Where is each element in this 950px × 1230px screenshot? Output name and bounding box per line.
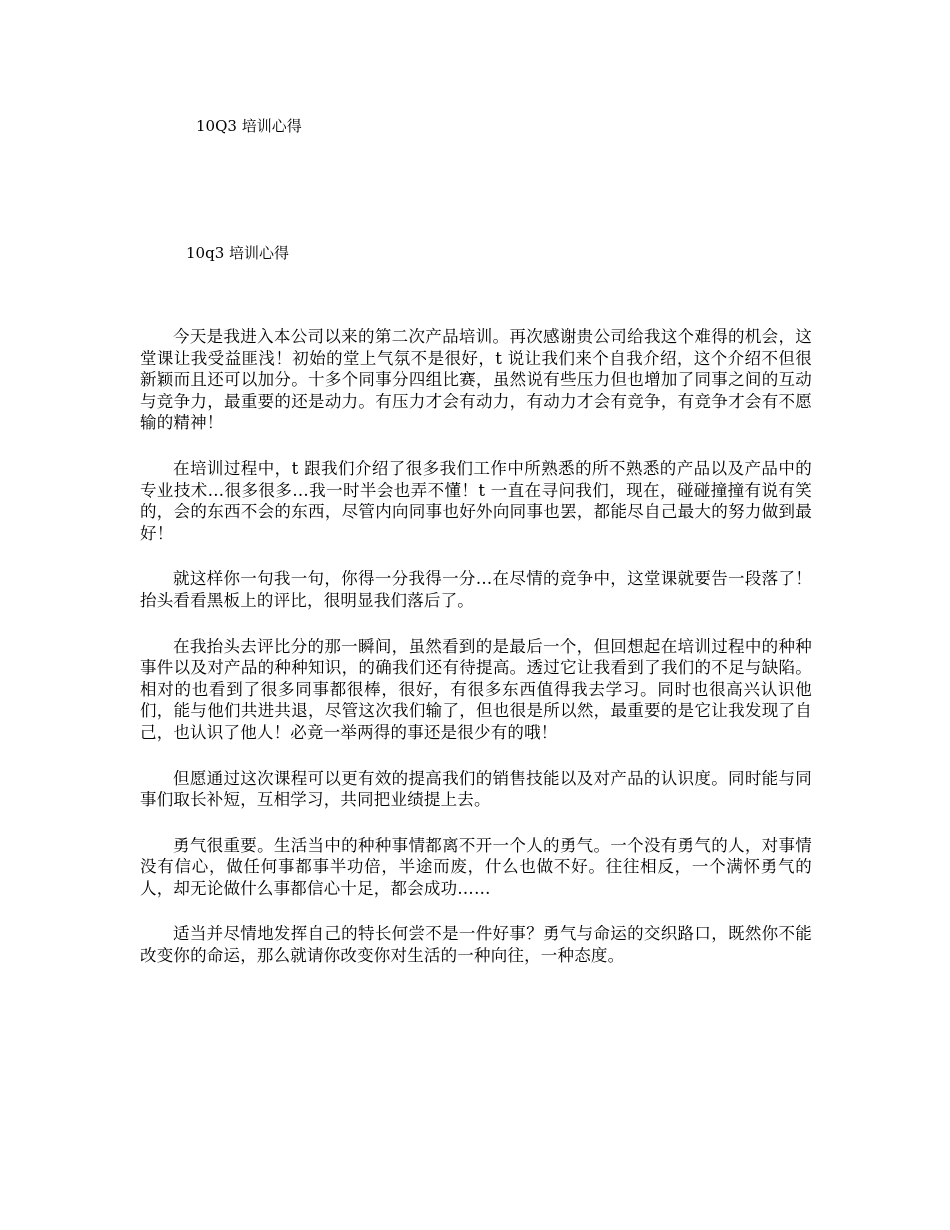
paragraph-6: 勇气很重要。生活当中的种种事情都离不开一个人的勇气。一个没有勇气的人，对事情没有信心，做任何事都事半功倍，半途而废，什么也做不好。往往相反，一个满怀勇气的人，却无论做什么事都信心十足，都会成功…… <box>140 835 812 898</box>
paragraph-4: 在我抬头去评比分的那一瞬间，虽然看到的是最后一个，但回想起在培训过程中的种种事件以及对产品的种种知识，的确我们还有待提高。透过它让我看到了我们的不足与缺陷。相对的也看到了很多同事都很棒，很好，有很多东西值得我去学习。同时也很高兴认识他们，能与他们共进共退，尽管这次我们输了，但也很是所以然，最重要的是它让我发现了自己，也认识了他人！必竟一举两得的事还是很少有的哦！ <box>140 636 812 742</box>
paragraph-2: 在培训过程中，t 跟我们介绍了很多我们工作中所熟悉的所不熟悉的产品以及产品中的专业技术…很多很多…我一时半会也弄不懂！t 一直在寻问我们，现在，碰碰撞撞有说有笑的，会的东西不会的东西，尽管内向同事也好外向同事也罢，都能尽自己最大的努力做到最好！ <box>140 458 812 543</box>
document-title-top: 10Q3 培训心得 <box>196 117 302 135</box>
document-body <box>140 326 812 991</box>
paragraph-7: 适当并尽情地发挥自己的特长何尝不是一件好事？勇气与命运的交织路口，既然你不能改变你的命运，那么就请你改变你对生活的一种向往，一种态度。 <box>140 924 812 966</box>
paragraph-1: 今天是我进入本公司以来的第二次产品培训。再次感谢贵公司给我这个难得的机会，这堂课让我受益匪浅！初始的堂上气氛不是很好，t 说让我们来个自我介绍，这个介绍不但很新颖而且还可以加分。十多个同事分四组比赛，虽然说有些压力但也增加了同事之间的互动与竞争力，最重要的还是动力。有压力才会有动力，有动力才会有竞争，有竞争才会有不愿输的精神！ <box>140 327 812 433</box>
paragraph-3: 就这样你一句我一句，你得一分我得一分…在尽情的竞争中，这堂课就要告一段落了！抬头看看黑板上的评比，很明显我们落后了。 <box>140 569 812 610</box>
document-title-second: 10q3 培训心得 <box>186 244 290 262</box>
paragraph-5: 但愿通过这次课程可以更有效的提高我们的销售技能以及对产品的认识度。同时能与同事们取长补短，互相学习，共同把业绩提上去。 <box>140 768 812 810</box>
